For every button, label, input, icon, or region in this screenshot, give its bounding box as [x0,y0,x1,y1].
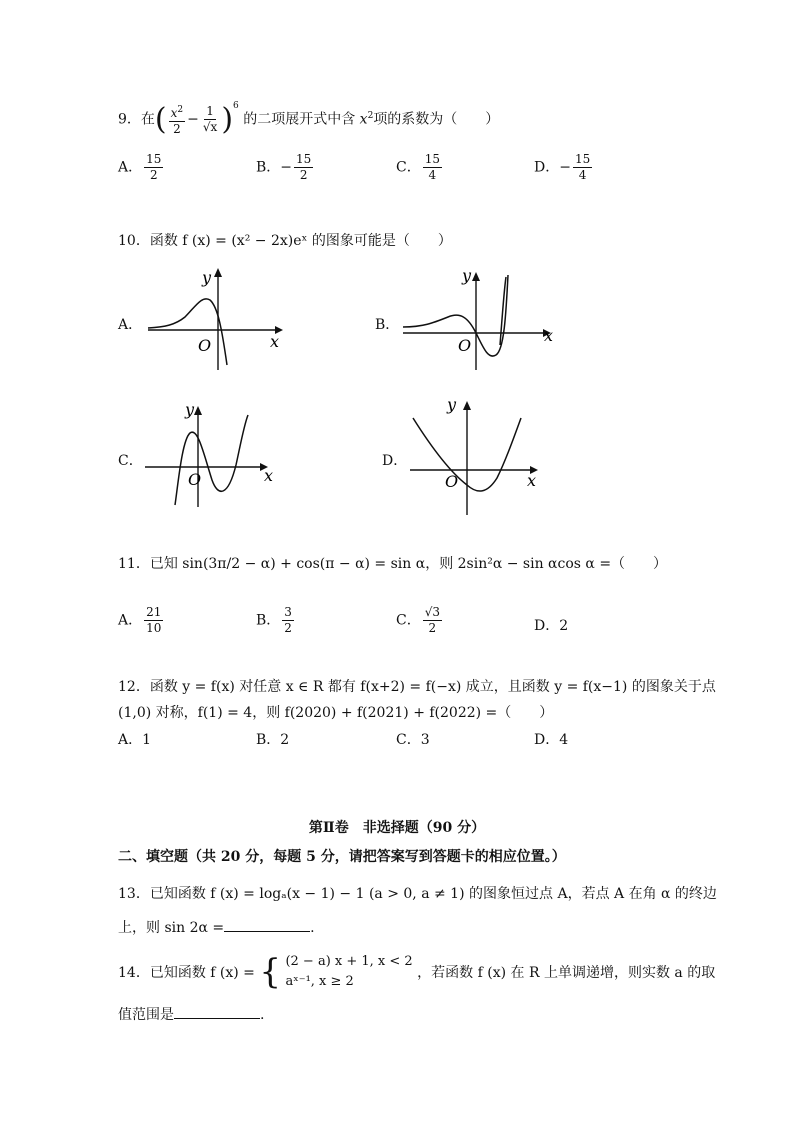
svg-text:x: x [270,332,280,351]
q9-option-a[interactable]: A． $\frac{15}{2}$ [118,152,162,182]
question-12-line1: 12．函数 y = f(x) 对任意 x ∈ R 都有 f(x+2) = f(−x) 成立，且函数 y = f(x−1) 的图象关于点 [118,679,716,695]
q10-option-a-label[interactable]: A． [118,317,143,333]
svg-text:x: x [264,466,274,485]
q10-graph-d[interactable] [405,390,555,520]
q11-option-c[interactable]: C． $\frac{√3}{2}$ [396,605,440,635]
q9-option-d[interactable]: D．− $\frac{15}{4}$ [534,152,591,182]
q11-option-b[interactable]: B． $\frac{3}{2}$ [256,605,292,635]
question-11-stem: 11．已知 sin(3π/2 − α) + cos(π − α) = sin α，则 2sin²α − sin αcos α =（ ） [118,556,668,572]
section-heading: 二、填空题（共 20 分，每题 5 分，请把答案写到答题卡的相应位置。） [118,849,566,865]
question-9-stem: 9．在( $\frac{x^2}{2}$ − $\frac{1}{√x}$ )$^6$ 的二项展开式中含 $x^2$项的系数为（ ） [118,100,500,137]
q13-answer-blank[interactable] [224,917,310,932]
q10-graph-b[interactable] [398,265,558,375]
section-title: 第Ⅱ卷 非选择题（90 分） [308,820,486,836]
q9-option-b[interactable]: B．− $\frac{15}{2}$ [256,152,312,182]
q9-option-c[interactable]: C． $\frac{15}{4}$ [396,152,440,182]
question-10-stem: 10．函数 f (x) = (x² − 2x)eˣ 的图象可能是（ ） [118,233,452,249]
q10-graph-c[interactable] [140,395,285,515]
q12-option-d[interactable]: D．4 [534,732,569,748]
svg-text:y: y [462,266,472,285]
q12-option-a[interactable]: A．1 [118,732,152,748]
svg-text:y: y [202,268,212,287]
q14-answer-blank[interactable] [174,1004,260,1019]
q10-option-c-label[interactable]: C． [118,453,143,469]
question-14-line1: 14．已知函数 f (x) = { (2 − a) x + 1, x < 2 aˣ⁻¹, x ≥ 2 ，若函数 f (x) 在 R 上单调递增，则实数 a 的取 [118,952,716,992]
svg-text:O: O [198,336,212,355]
svg-text:O: O [458,336,472,355]
q9-frac1: $\frac{x^2}{2}$ [170,104,184,136]
svg-text:y: y [185,400,195,419]
question-13-line2: 上，则 sin 2α = . [118,917,315,937]
q11-option-d[interactable]: D．2 [534,618,569,634]
svg-text:y: y [447,395,457,414]
question-13-line1: 13．已知函数 f (x) = logₐ(x − 1) − 1 (a > 0, a ≠ 1) 的图象恒过点 A，若点 A 在角 α 的终边 [118,886,717,902]
q12-option-b[interactable]: B．2 [256,732,290,748]
question-12-line2: (1,0) 对称，f(1) = 4，则 f(2020) + f(2021) + f(2022) =（ ） [118,705,554,721]
question-14-line2: 值范围是 . [118,1004,264,1024]
q11-option-a[interactable]: A． $\frac{21}{10}$ [118,605,162,635]
svg-text:x: x [527,471,537,490]
q9-frac2: $\frac{1}{√x}$ [202,104,218,134]
q10-graph-a[interactable] [140,265,290,375]
svg-text:O: O [188,470,202,489]
svg-text:O: O [445,472,459,491]
svg-text:x: x [544,326,554,345]
q10-option-b-label[interactable]: B． [375,317,400,333]
q9-number: 9．在 [118,111,155,128]
q10-option-d-label[interactable]: D． [382,453,408,469]
q12-option-c[interactable]: C．3 [396,732,430,748]
q14-piecewise: (2 − a) x + 1, x < 2 aˣ⁻¹, x ≥ 2 [285,954,413,989]
